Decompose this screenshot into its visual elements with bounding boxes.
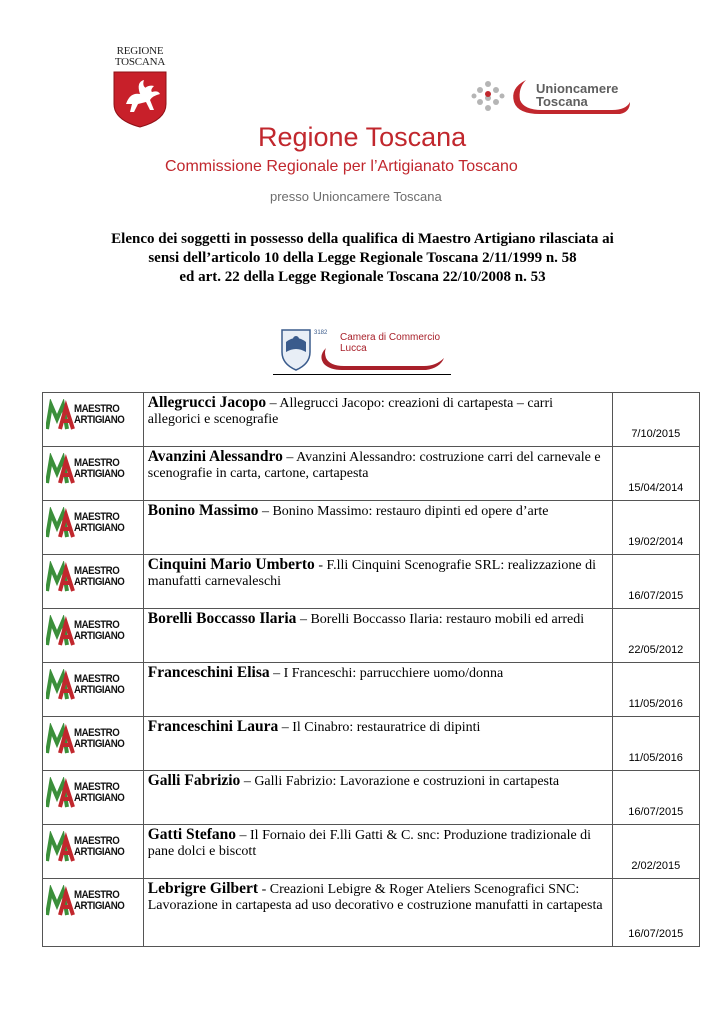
table-row	[43, 555, 700, 609]
maestro-name: Franceschini Elisa	[147, 664, 270, 681]
qualification-date: 19/02/2014	[612, 501, 699, 555]
chamber-logo-line1: Camera di Commercio	[340, 332, 441, 343]
maestro-name: Galli Fabrizio	[147, 772, 241, 789]
description-cell	[143, 609, 612, 663]
badge-line1: MAESTRO	[74, 727, 120, 739]
table-row	[43, 393, 700, 447]
badge-line2: ARTIGIANO	[74, 846, 125, 858]
activity-description: Avanzini Alessandro: costruzione carri del carnevale e scenografie in carta, cartone, cartapesta	[147, 450, 601, 481]
badge-line1: MAESTRO	[74, 619, 120, 631]
maestro-artigiano-badge-icon	[46, 669, 130, 703]
description-cell	[143, 501, 612, 555]
activity-description: Borelli Boccasso Ilaria: restauro mobili ed arredi	[310, 612, 585, 627]
name-separator: –	[236, 828, 251, 843]
name-separator: –	[266, 396, 280, 411]
presso-line: presso Unioncamere Toscana	[270, 189, 442, 204]
badge-line2: ARTIGIANO	[74, 900, 125, 912]
maestro-name: Bonino Massimo	[147, 502, 259, 519]
table-row	[43, 609, 700, 663]
maestro-artigiano-badge-icon	[46, 453, 130, 487]
name-separator: –	[240, 774, 255, 789]
chamber-logo-line2: Lucca	[340, 343, 367, 354]
maestro-artigiano-badge-icon	[46, 615, 130, 649]
unioncamere-logo-line2: Toscana	[536, 94, 588, 109]
activity-description: I Franceschi: parrucchiere uomo/donna	[283, 666, 504, 681]
badge-line2: ARTIGIANO	[74, 576, 125, 588]
name-separator: -	[314, 558, 327, 573]
badge-cell	[43, 393, 144, 447]
table-row	[43, 771, 700, 825]
qualification-date: 22/05/2012	[612, 609, 699, 663]
badge-line2: ARTIGIANO	[74, 792, 125, 804]
name-separator: -	[258, 882, 270, 897]
unioncamere-logo-line1: Unioncamere	[536, 81, 619, 96]
qualification-date: 15/04/2014	[612, 447, 699, 501]
badge-line1: MAESTRO	[74, 673, 120, 685]
ma-monogram-icon	[46, 669, 76, 703]
name-separator: –	[278, 720, 293, 735]
maestri-table	[42, 392, 700, 947]
name-separator: –	[269, 666, 284, 681]
maestri-table-body	[43, 393, 700, 947]
heading-line-1: Elenco dei soggetti in possesso della qualifica di Maestro Artigiano rilasciata ai	[111, 231, 614, 247]
badge-line2: ARTIGIANO	[74, 414, 125, 426]
ma-monogram-icon	[46, 831, 76, 865]
badge-cell	[43, 555, 144, 609]
activity-description: Galli Fabrizio: Lavorazione e costruzioni in cartapesta	[254, 774, 560, 789]
badge-line1: MAESTRO	[74, 511, 120, 523]
maestro-name: Gatti Stefano	[147, 826, 237, 843]
ma-monogram-icon	[46, 723, 76, 757]
badge-cell	[43, 447, 144, 501]
maestro-name: Franceschini Laura	[147, 718, 279, 735]
page-title: Regione Toscana	[258, 122, 467, 152]
badge-line1: MAESTRO	[74, 565, 120, 577]
qualification-date: 16/07/2015	[612, 879, 699, 947]
qualification-date: 2/02/2015	[612, 825, 699, 879]
description-cell	[143, 771, 612, 825]
description-cell	[143, 393, 612, 447]
badge-line2: ARTIGIANO	[74, 630, 125, 642]
qualification-date: 11/05/2016	[612, 663, 699, 717]
maestro-name: Avanzini Alessandro	[147, 448, 283, 465]
maestro-artigiano-badge-icon	[46, 885, 130, 919]
description-cell	[143, 555, 612, 609]
badge-line2: ARTIGIANO	[74, 522, 125, 534]
name-separator: –	[296, 612, 311, 627]
badge-cell	[43, 825, 144, 879]
badge-line1: MAESTRO	[74, 889, 120, 901]
page-subtitle: Commissione Regionale per l’Artigianato Toscano	[165, 158, 518, 175]
ma-monogram-icon	[46, 453, 76, 487]
qualification-date: 7/10/2015	[612, 393, 699, 447]
maestro-name: Lebrigre Gilbert	[147, 880, 259, 897]
maestro-name: Cinquini Mario Umberto	[147, 556, 315, 573]
badge-cell	[43, 879, 144, 947]
badge-line1: MAESTRO	[74, 835, 120, 847]
regione-toscana-logo	[104, 46, 176, 126]
table-row	[43, 663, 700, 717]
maestro-name: Borelli Boccasso Ilaria	[147, 610, 297, 627]
maestro-name: Allegrucci Jacopo	[147, 394, 267, 411]
badge-cell	[43, 771, 144, 825]
maestro-artigiano-badge-icon	[46, 777, 130, 811]
qualification-date: 16/07/2015	[612, 555, 699, 609]
maestro-artigiano-badge-icon	[46, 723, 130, 757]
pegasus-shield-icon	[110, 70, 170, 128]
table-row	[43, 501, 700, 555]
ma-monogram-icon	[46, 885, 76, 919]
activity-description: Creazioni Lebigre & Roger Ateliers Scenografici SNC: Lavorazione in cartapesta ad uso decorativo e costruzione manufatti in cartapesta	[147, 882, 603, 913]
description-cell	[143, 879, 612, 947]
logo-underline	[273, 374, 451, 375]
heading-line-3: ed art. 22 della Legge Regionale Toscana 22/10/2008 n. 53	[179, 269, 546, 285]
maestro-artigiano-badge-icon	[46, 399, 130, 433]
badge-line2: ARTIGIANO	[74, 738, 125, 750]
activity-description: Il Cinabro: restauratrice di dipinti	[292, 720, 481, 735]
qualification-date: 11/05/2016	[612, 717, 699, 771]
camera-commercio-lucca-logo	[276, 322, 456, 377]
activity-description: Allegrucci Jacopo: creazioni di cartapesta – carri allegorici e scenografie	[147, 396, 554, 427]
badge-line1: MAESTRO	[74, 403, 120, 415]
description-cell	[143, 447, 612, 501]
ma-monogram-icon	[46, 615, 76, 649]
badge-line1: MAESTRO	[74, 781, 120, 793]
maestro-artigiano-badge-icon	[46, 507, 130, 541]
maestro-artigiano-badge-icon	[46, 561, 130, 595]
ma-monogram-icon	[46, 507, 76, 541]
name-separator: –	[282, 450, 297, 465]
badge-cell	[43, 663, 144, 717]
heading-line-2: sensi dell’articolo 10 della Legge Regionale Toscana 2/11/1999 n. 58	[148, 250, 577, 266]
table-row	[43, 879, 700, 947]
description-cell	[143, 717, 612, 771]
unioncamere-toscana-logo	[470, 72, 640, 126]
description-cell	[143, 663, 612, 717]
activity-description: Bonino Massimo: restauro dipinti ed opere d’arte	[272, 504, 549, 519]
maestro-artigiano-badge-icon	[46, 831, 130, 865]
chamber-number: 3182	[314, 330, 328, 336]
badge-line1: MAESTRO	[74, 457, 120, 469]
table-row	[43, 717, 700, 771]
regione-logo-line1: REGIONE	[116, 45, 164, 57]
activity-description: Il Fornaio dei F.lli Gatti & C. snc: Produzione tradizionale di pane dolci e biscott	[147, 828, 592, 859]
qualification-date: 16/07/2015	[612, 771, 699, 825]
badge-line2: ARTIGIANO	[74, 684, 125, 696]
badge-cell	[43, 501, 144, 555]
document-heading	[40, 230, 685, 287]
table-row	[43, 447, 700, 501]
badge-cell	[43, 609, 144, 663]
description-cell	[143, 825, 612, 879]
name-separator: –	[258, 504, 273, 519]
table-row	[43, 825, 700, 879]
ma-monogram-icon	[46, 399, 76, 433]
ma-monogram-icon	[46, 561, 76, 595]
badge-line2: ARTIGIANO	[74, 468, 125, 480]
badge-cell	[43, 717, 144, 771]
ma-monogram-icon	[46, 777, 76, 811]
regione-logo-line2: TOSCANA	[114, 56, 166, 68]
activity-description: F.lli Cinquini Scenografie SRL: realizzazione di manufatti carnevaleschi	[147, 558, 596, 589]
